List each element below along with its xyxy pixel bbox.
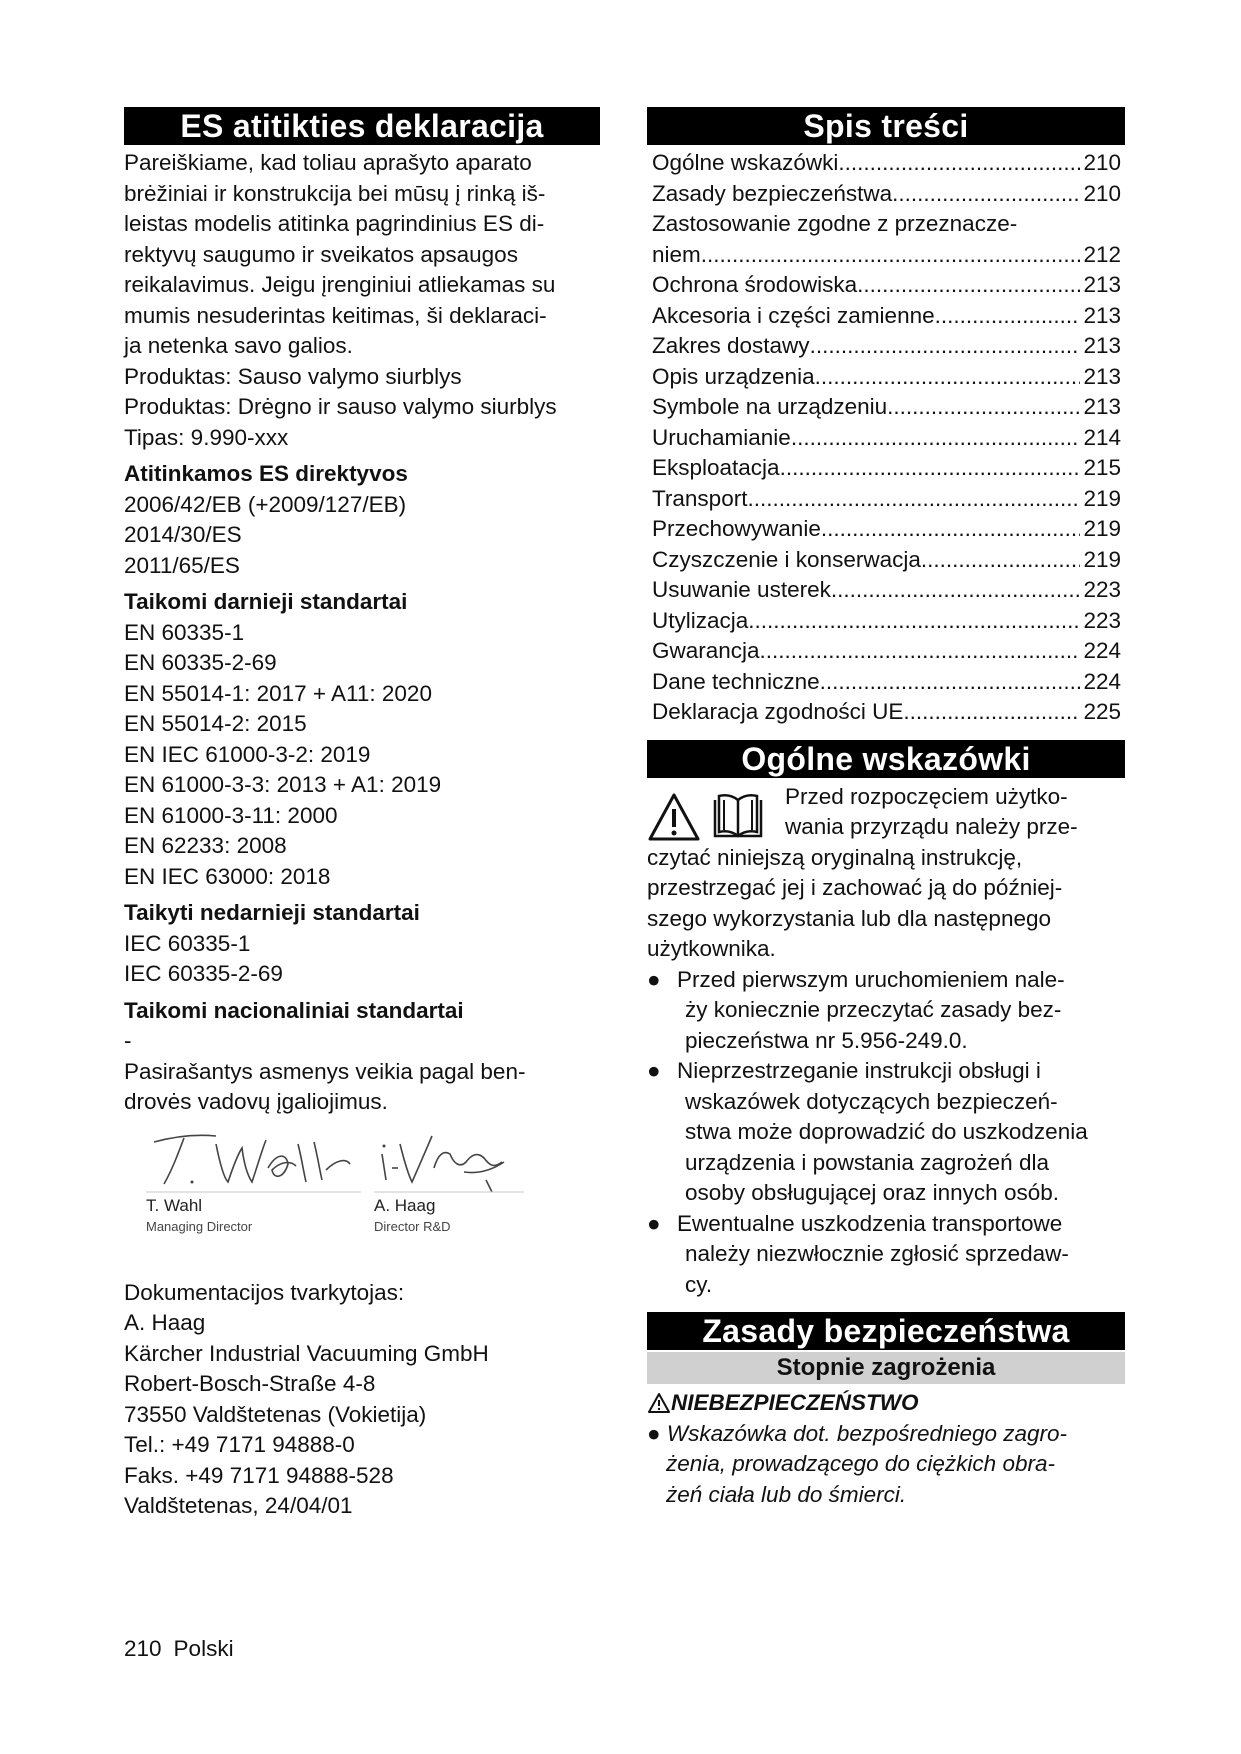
intro-line: przestrzegać jej i zachować ją do później- xyxy=(647,875,1063,900)
bullet-line: należy niezwłocznie zgłosić sprzedaw- xyxy=(685,1241,1069,1266)
toc-entry[interactable] xyxy=(647,636,1125,667)
danger-line: żenia, prowadzącego do ciężkich obra- xyxy=(666,1451,1055,1476)
toc-entry[interactable] xyxy=(647,545,1125,576)
toc-entry[interactable] xyxy=(647,514,1125,545)
toc-page: 213 xyxy=(1083,363,1121,389)
signature-haag-graphic xyxy=(374,1124,534,1194)
signature-haag xyxy=(374,1124,534,1234)
toc-label: Symbole na urządzeniu xyxy=(652,394,888,419)
contact-line: 73550 Valdštetenas (Vokietija) xyxy=(124,1401,427,1427)
toc-page: 213 xyxy=(1083,394,1121,419)
toc-page: 213 xyxy=(1083,272,1121,297)
standard-item: EN 55014-2: 2015 xyxy=(124,711,307,736)
intro-line: Pareiškiame, kad toliau aprašyto aparato xyxy=(124,150,532,175)
bullet-item xyxy=(647,1056,1125,1209)
toc-page: 223 xyxy=(1083,577,1121,602)
toc-page: 223 xyxy=(1083,607,1121,633)
bullet-dot: ● xyxy=(647,966,661,992)
toc-label: Gwarancja xyxy=(652,638,760,663)
toc-entry[interactable] xyxy=(647,179,1125,210)
toc-entry-wrap[interactable]: Zastosowanie zgodne z przeznacze- xyxy=(652,211,1018,236)
toc-entry[interactable] xyxy=(647,240,1125,271)
hazard-levels-heading: Stopnie zagrożenia xyxy=(647,1352,1125,1384)
toc-label: Usuwanie usterek xyxy=(652,577,831,602)
standard-item: EN 60335-1 xyxy=(124,619,245,645)
signatories-line: drovės vadovų įgaliojimus. xyxy=(124,1089,388,1114)
harmonised-list xyxy=(124,618,600,893)
directive-item: 2006/42/EB (+2009/127/EB) xyxy=(124,491,407,517)
toc-entry[interactable] xyxy=(647,270,1125,301)
signatures xyxy=(124,1124,600,1270)
toc-label: Eksploatacja xyxy=(652,455,780,480)
toc-label: Opis urządzenia xyxy=(652,363,815,389)
footer-language: Polski xyxy=(173,1636,234,1661)
bullet-line: Przed pierwszym uruchomieniem nale- xyxy=(677,966,1065,992)
toc-entry[interactable] xyxy=(647,392,1125,423)
manual-book-icon xyxy=(709,792,767,842)
toc-entry[interactable] xyxy=(647,484,1125,515)
toc-label: Zakres dostawy xyxy=(652,333,810,358)
bullet-line: ży koniecznie przeczytać zasady bez- xyxy=(685,997,1062,1022)
table-of-contents xyxy=(647,148,1125,728)
page-number: 210 xyxy=(124,1636,162,1661)
bullet-line: Ewentualne uszkodzenia transportowe xyxy=(677,1210,1063,1236)
toc-page: 213 xyxy=(1083,333,1121,358)
toc-label: Zasady bezpieczeństwa xyxy=(652,180,893,206)
intro-line: mumis nesuderintas keitimas, ši deklaraci- xyxy=(124,302,547,328)
danger-label xyxy=(647,1388,1125,1419)
signatories-line: Pasirašantys asmenys veikia pagal ben- xyxy=(124,1058,526,1084)
bullet-item xyxy=(647,1209,1125,1301)
toc-entry[interactable] xyxy=(647,301,1125,332)
toc-entry[interactable] xyxy=(647,606,1125,637)
harmonised-heading: Taikomi darnieji standartai xyxy=(124,589,408,614)
toc-label: Deklaracja zgodności UE xyxy=(652,699,904,724)
toc-page: 224 xyxy=(1083,668,1121,694)
toc-entry[interactable] xyxy=(647,453,1125,484)
signer-title: Director R&D xyxy=(374,1218,451,1234)
toc-page: 219 xyxy=(1083,485,1121,511)
signer-name: A. Haag xyxy=(374,1195,436,1215)
toc-page: 212 xyxy=(1083,241,1121,267)
declaration-intro xyxy=(124,148,600,453)
toc-label: Transport xyxy=(652,485,748,511)
declaration-title: ES atitikties deklaracija xyxy=(124,107,600,145)
right-column xyxy=(647,107,1125,1510)
standard-item: EN IEC 61000-3-2: 2019 xyxy=(124,741,371,767)
non-harmonised-heading: Taikyti nedarnieji standartai xyxy=(124,900,420,925)
bullet-line: Nieprzestrzeganie instrukcji obsługi i xyxy=(677,1058,1041,1083)
warning-triangle-icon xyxy=(647,1392,671,1414)
national-item: - xyxy=(124,1028,132,1053)
toc-label: Dane techniczne xyxy=(652,668,820,694)
toc-page: 210 xyxy=(1083,150,1121,175)
standard-item: EN IEC 63000: 2018 xyxy=(124,863,331,889)
directive-item: 2011/65/ES xyxy=(124,552,240,578)
standard-item: IEC 60335-1 xyxy=(124,930,251,956)
warning-triangle-icon xyxy=(647,792,701,842)
general-intro xyxy=(647,782,1125,965)
product-line: Produktas: Drėgno ir sauso valymo siurblys xyxy=(124,394,557,419)
toc-entry[interactable] xyxy=(647,575,1125,606)
standard-item: EN 62233: 2008 xyxy=(124,833,287,858)
intro-line: Przed rozpoczęciem użytko- xyxy=(785,783,1068,809)
bullet-line: pieczeństwa nr 5.956-249.0. xyxy=(685,1027,968,1053)
left-column xyxy=(124,107,600,1522)
toc-entry[interactable] xyxy=(647,331,1125,362)
toc-title: Spis treści xyxy=(647,107,1125,145)
toc-entry[interactable] xyxy=(647,697,1125,728)
toc-entry[interactable] xyxy=(647,423,1125,454)
contact-line: Faks. +49 7171 94888-528 xyxy=(124,1462,394,1488)
signer-name: T. Wahl xyxy=(146,1195,203,1215)
toc-page: 219 xyxy=(1083,546,1121,572)
signature-wahl-graphic xyxy=(146,1124,366,1194)
documentation-contact xyxy=(124,1278,600,1522)
contact-line: A. Haag xyxy=(124,1310,206,1335)
intro-line: reikalavimus. Jeigu įrenginiui atliekamas su xyxy=(124,272,556,297)
danger-label-text: NIEBEZPIECZEŃSTWO xyxy=(671,1390,919,1415)
toc-page: 214 xyxy=(1083,424,1121,450)
page-footer xyxy=(124,1636,234,1662)
toc-label: Ochrona środowiska xyxy=(652,272,858,297)
intro-line: leistas modelis atitinka pagrindinius ES di- xyxy=(124,211,545,236)
bullet-line: stwa może doprowadzić do uszkodzenia xyxy=(685,1119,1088,1144)
directives-list xyxy=(124,490,600,582)
toc-page: 210 xyxy=(1083,180,1121,206)
bullet-dot: ● xyxy=(647,1210,661,1236)
toc-label: niem xyxy=(652,241,701,267)
general-title: Ogólne wskazówki xyxy=(647,740,1125,778)
standard-item: EN 61000-3-3: 2013 + A1: 2019 xyxy=(124,772,442,797)
contact-line: Valdštetenas, 24/04/01 xyxy=(124,1493,353,1518)
contact-line: Robert-Bosch-Straße 4-8 xyxy=(124,1371,376,1396)
toc-label: Ogólne wskazówki xyxy=(652,150,839,175)
intro-line: brėžiniai ir konstrukcija bei mūsų į rinką iš- xyxy=(124,180,546,206)
safety-title: Zasady bezpieczeństwa xyxy=(647,1312,1125,1350)
product-line: Produktas: Sauso valymo siurblys xyxy=(124,363,462,389)
toc-label: Akcesoria i części zamienne xyxy=(652,302,935,328)
toc-label: Utylizacja xyxy=(652,607,749,633)
contact-line: Kärcher Industrial Vacuuming GmbH xyxy=(124,1340,489,1366)
danger-description xyxy=(647,1419,1125,1511)
bullet-line: wskazówek dotyczących bezpieczeń- xyxy=(685,1088,1058,1114)
standard-item: EN 55014-1: 2017 + A11: 2020 xyxy=(124,680,432,706)
toc-label: Czyszczenie i konserwacja xyxy=(652,546,921,572)
directive-item: 2014/30/ES xyxy=(124,522,242,547)
intro-icons xyxy=(647,786,779,842)
standard-item: EN 61000-3-11: 2000 xyxy=(124,802,338,828)
intro-line: wania przyrządu należy prze- xyxy=(785,814,1078,839)
type-line: Tipas: 9.990-xxx xyxy=(124,424,289,450)
toc-page: 219 xyxy=(1083,516,1121,541)
intro-line: użytkownika. xyxy=(647,936,776,961)
bullet-line: urządzenia i powstania zagrożeń dla xyxy=(685,1149,1049,1175)
bullet-dot: ● xyxy=(647,1058,661,1083)
bullet-line: osoby obsługującej oraz innych osób. xyxy=(685,1180,1059,1205)
toc-label: Przechowywanie xyxy=(652,516,821,541)
toc-entry[interactable] xyxy=(647,667,1125,698)
intro-line: czytać niniejszą oryginalną instrukcję, xyxy=(647,844,1023,870)
bullet-line: cy. xyxy=(685,1271,713,1297)
intro-line: ja netenka savo galios. xyxy=(124,333,353,358)
standard-item: IEC 60335-2-69 xyxy=(124,961,283,986)
non-harmonised-list xyxy=(124,929,600,990)
danger-line: żeń ciała lub do śmierci. xyxy=(666,1481,907,1507)
intro-line: rektyvų saugumo ir sveikatos apsaugos xyxy=(124,241,518,267)
national-heading: Taikomi nacionaliniai standartai xyxy=(124,997,464,1023)
bullet-item xyxy=(647,965,1125,1057)
toc-page: 213 xyxy=(1083,302,1121,328)
toc-label: Uruchamianie xyxy=(652,424,791,450)
toc-page: 225 xyxy=(1083,699,1121,724)
signer-title: Managing Director xyxy=(146,1218,253,1234)
toc-page: 224 xyxy=(1083,638,1121,663)
standard-item: EN 60335-2-69 xyxy=(124,650,277,675)
toc-entry[interactable] xyxy=(647,362,1125,393)
doc-heading: Dokumentacijos tvarkytojas: xyxy=(124,1279,405,1305)
toc-entry[interactable] xyxy=(647,148,1125,179)
directives-heading: Atitinkamos ES direktyvos xyxy=(124,461,408,486)
contact-line: Tel.: +49 7171 94888-0 xyxy=(124,1432,355,1457)
danger-line: ● Wskazówka dot. bezpośredniego zagro- xyxy=(647,1420,1068,1446)
intro-line: szego wykorzystania lub dla następnego xyxy=(647,905,1052,931)
signature-wahl xyxy=(146,1124,366,1234)
toc-page: 215 xyxy=(1083,455,1121,480)
national-list xyxy=(124,1026,600,1118)
